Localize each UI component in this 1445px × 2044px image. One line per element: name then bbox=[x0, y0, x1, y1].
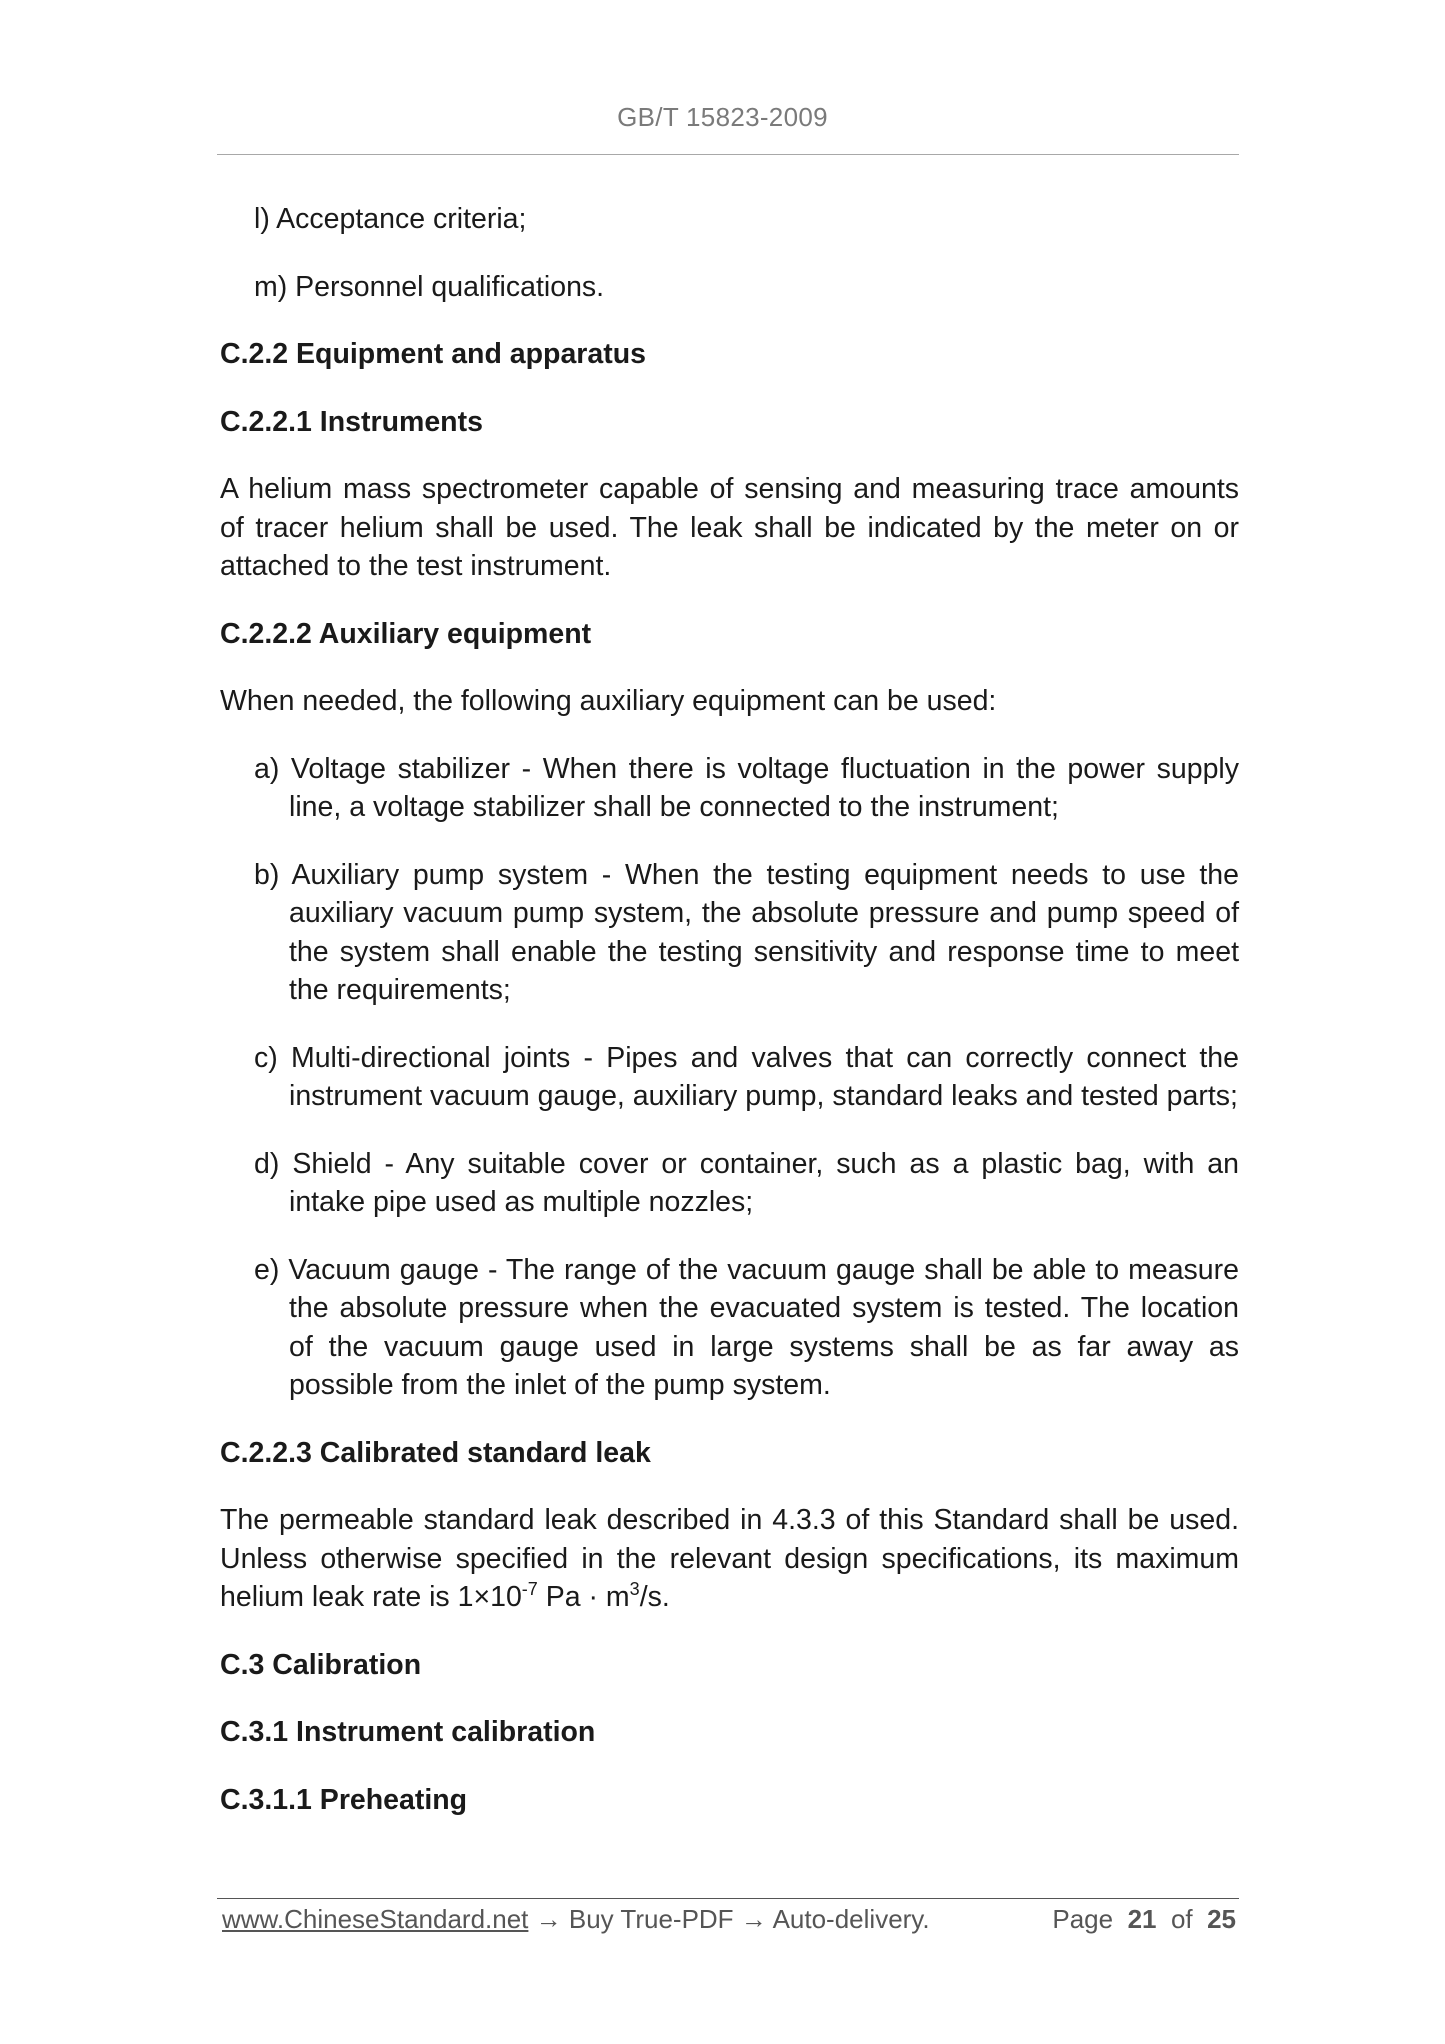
leak-exponent-2: 3 bbox=[629, 1579, 640, 1599]
page-header-standard-code: GB/T 15823-2009 bbox=[617, 102, 828, 132]
heading-c311: C.3.1.1 Preheating bbox=[220, 1783, 468, 1816]
page-content bbox=[220, 200, 1239, 1848]
leak-exponent: -7 bbox=[521, 1579, 538, 1599]
list-item-l: l) Acceptance criteria; bbox=[254, 203, 527, 235]
page-current: 21 bbox=[1127, 1904, 1157, 1934]
heading-c31: C.3.1 Instrument calibration bbox=[220, 1716, 596, 1748]
footer-tagline: → Buy True-PDF → Auto-delivery. bbox=[528, 1904, 930, 1934]
aux-item-c: c) Multi-directional joints - Pipes and valves that can correctly connect the instrument vacuum gauge, auxiliary pump, standard leaks and tested parts; bbox=[254, 1041, 1239, 1112]
heading-c222: C.2.2.2 Auxiliary equipment bbox=[220, 617, 592, 650]
paragraph-standard-leak bbox=[220, 1501, 1239, 1617]
heading-c22: C.2.2 Equipment and apparatus bbox=[220, 338, 646, 370]
footer-website-link[interactable]: www.ChineseStandard.net bbox=[222, 1904, 529, 1934]
aux-item-d: d) Shield - Any suitable cover or container, such as a plastic bag, with an intake pipe used as multiple nozzles; bbox=[254, 1147, 1239, 1218]
list-item-m: m) Personnel qualifications. bbox=[254, 270, 605, 303]
paragraph-instruments: A helium mass spectrometer capable of sensing and measuring trace amounts of tracer helium shall be used. The leak shall be indicated by the meter on or attached to the test instrument. bbox=[220, 473, 1239, 582]
aux-item-e: e) Vacuum gauge - The range of the vacuum gauge shall be able to measure the absolute pressure when the evacuated system is tested. The location of the vacuum gauge used in large systems shall be as far away as possible from the inlet of the pump system. bbox=[254, 1253, 1239, 1401]
paragraph-aux-intro: When needed, the following auxiliary equipment can be used: bbox=[220, 685, 997, 717]
page-footer bbox=[222, 1904, 1236, 1935]
heading-c221: C.2.2.1 Instruments bbox=[220, 405, 483, 438]
heading-c223: C.2.2.3 Calibrated standard leak bbox=[220, 1436, 651, 1469]
footer-divider bbox=[217, 1898, 1239, 1899]
header-divider bbox=[217, 154, 1239, 155]
heading-c3: C.3 Calibration bbox=[220, 1648, 422, 1681]
footer-page-number bbox=[1052, 1904, 1236, 1935]
leak-text-2: Pa · m bbox=[537, 1581, 630, 1613]
page-label: Page bbox=[1052, 1904, 1114, 1934]
leak-text-1: The permeable standard leak described in 4.3.3 of this Standard shall be used. Unless otherwise specified in the relevant design specifications, its maximum helium leak rate is 1×10 bbox=[220, 1504, 1239, 1613]
page-total: 25 bbox=[1207, 1904, 1236, 1934]
aux-item-a: a) Voltage stabilizer - When there is voltage fluctuation in the power supply line, a voltage stabilizer shall be connected to the instrument; bbox=[254, 752, 1239, 823]
leak-text-3: /s. bbox=[639, 1581, 670, 1613]
page-of: of bbox=[1170, 1904, 1193, 1934]
footer-left bbox=[222, 1904, 930, 1935]
aux-item-b: b) Auxiliary pump system - When the testing equipment needs to use the auxiliary vacuum pump system, the absolute pressure and pump speed of the system shall enable the testing sensitivity and response time to meet the requirements; bbox=[254, 858, 1239, 1006]
